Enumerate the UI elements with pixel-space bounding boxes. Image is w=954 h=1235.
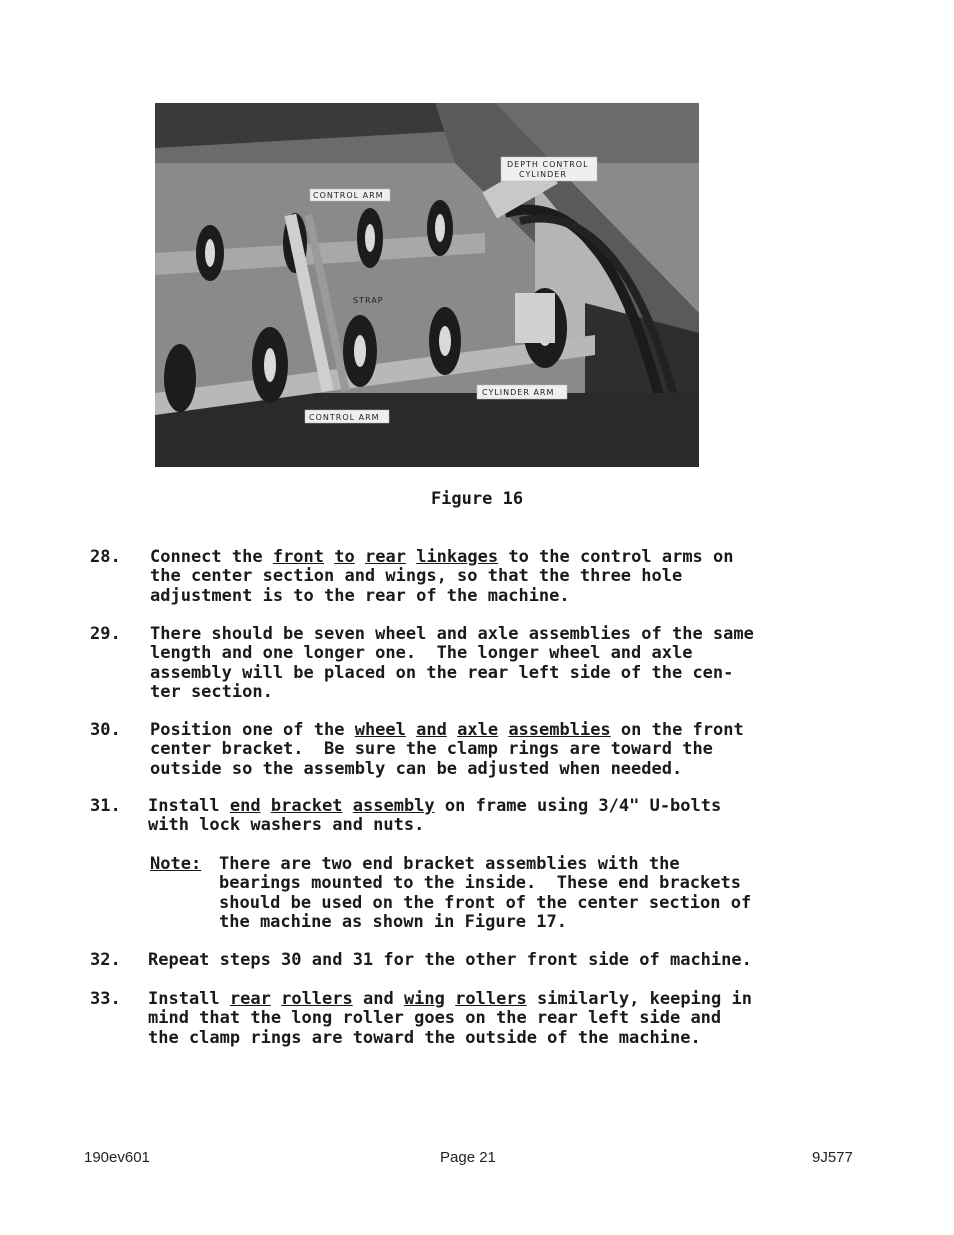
underlined-term: linkages [416, 547, 499, 567]
underlined-term: wheel [354, 720, 406, 740]
step-text-segment: to the control arms on the center section and wings, so that the three hole adjustment is to the rear of the machine. [150, 547, 734, 606]
underlined-term: assembly [352, 796, 435, 816]
step-number: 31. [90, 796, 121, 816]
step-text-segment: There should be seven wheel and axle assemblies of the same length and one longer one. The longer wheel and axle assembly will be placed on the rear left side of the cen- ter section. [150, 624, 754, 702]
step-text-segment [498, 720, 508, 740]
step-text [150, 625, 870, 702]
step-text-segment [343, 796, 353, 816]
step-text-segment [445, 989, 455, 1009]
step-text [148, 951, 868, 970]
step-text-segment: Install [148, 796, 230, 816]
underlined-term: and [416, 720, 447, 740]
underlined-term: rollers [281, 989, 353, 1009]
step-text-segment [261, 796, 271, 816]
step-text-segment: and [352, 989, 404, 1009]
svg-text:CYLINDER ARM: CYLINDER ARM [482, 388, 555, 397]
svg-text:STRAP: STRAP [353, 296, 384, 305]
underlined-term: to [334, 547, 355, 567]
underlined-term: axle [457, 720, 499, 740]
step-text-segment: similarly, keeping in mind that the long roller goes on the rear left side and the clamp rings are toward the outside of the machine. [148, 989, 752, 1048]
underlined-term: bracket [270, 796, 343, 816]
step-number: 30. [90, 720, 121, 740]
step-text-segment [324, 547, 334, 567]
step-text-segment: Repeat steps 30 and 31 for the other front side of machine. [148, 950, 752, 970]
underlined-term: rear [229, 989, 271, 1009]
label-strap [353, 296, 384, 305]
underlined-term: end [229, 796, 261, 816]
underlined-term: assemblies [508, 720, 611, 740]
label-depth-control-cylinder [501, 157, 597, 181]
underlined-term: rollers [455, 989, 527, 1009]
step-number: 33. [90, 989, 121, 1009]
label-control-arm-bottom [305, 410, 389, 423]
step-text [148, 990, 868, 1048]
step-text-segment [355, 547, 365, 567]
step-text-segment: on frame using 3/4" U-bolts with lock washers and nuts. [148, 796, 722, 836]
note-text: There are two end bracket assemblies with the bearings mounted to the inside. These end brackets should be used on the front of the center section of the machine as shown in Figure 17. [219, 854, 752, 932]
step-text-segment: Position one of the [150, 720, 355, 740]
figure-caption: Figure 16 [430, 489, 524, 509]
note-label: Note: [150, 854, 202, 874]
step-text-segment [406, 547, 416, 567]
step-text-segment [271, 989, 281, 1009]
svg-text:DEPTH CONTROL: DEPTH CONTROL [507, 160, 589, 169]
footer-part-number: 9J577 [812, 1149, 853, 1166]
step-text-segment [406, 720, 416, 740]
figure-16-photo [155, 103, 699, 467]
step-text [150, 548, 870, 606]
footer-doc-id: 190ev601 [84, 1149, 150, 1166]
step-text-segment: Install [148, 989, 230, 1009]
step-number: 29. [90, 624, 121, 644]
step-number: 32. [90, 950, 121, 970]
svg-text:CYLINDER: CYLINDER [519, 170, 567, 179]
label-cylinder-arm [477, 385, 567, 399]
underlined-term: wing [403, 989, 445, 1009]
svg-text:CONTROL ARM: CONTROL ARM [313, 191, 384, 200]
step-text-segment [447, 720, 457, 740]
step-number: 28. [90, 547, 121, 567]
label-control-arm-top [310, 189, 390, 201]
svg-text:CONTROL ARM: CONTROL ARM [309, 413, 380, 422]
underlined-term: rear [365, 547, 406, 567]
step-text [150, 721, 870, 779]
underlined-term: front [272, 547, 325, 567]
step-text-segment: Connect the [150, 547, 273, 567]
step-text [148, 797, 868, 836]
step-text-segment: on the front center bracket. Be sure the clamp rings are toward the outside so the assembly can be adjusted when needed. [150, 720, 744, 779]
footer-page-number: Page 21 [440, 1149, 496, 1166]
